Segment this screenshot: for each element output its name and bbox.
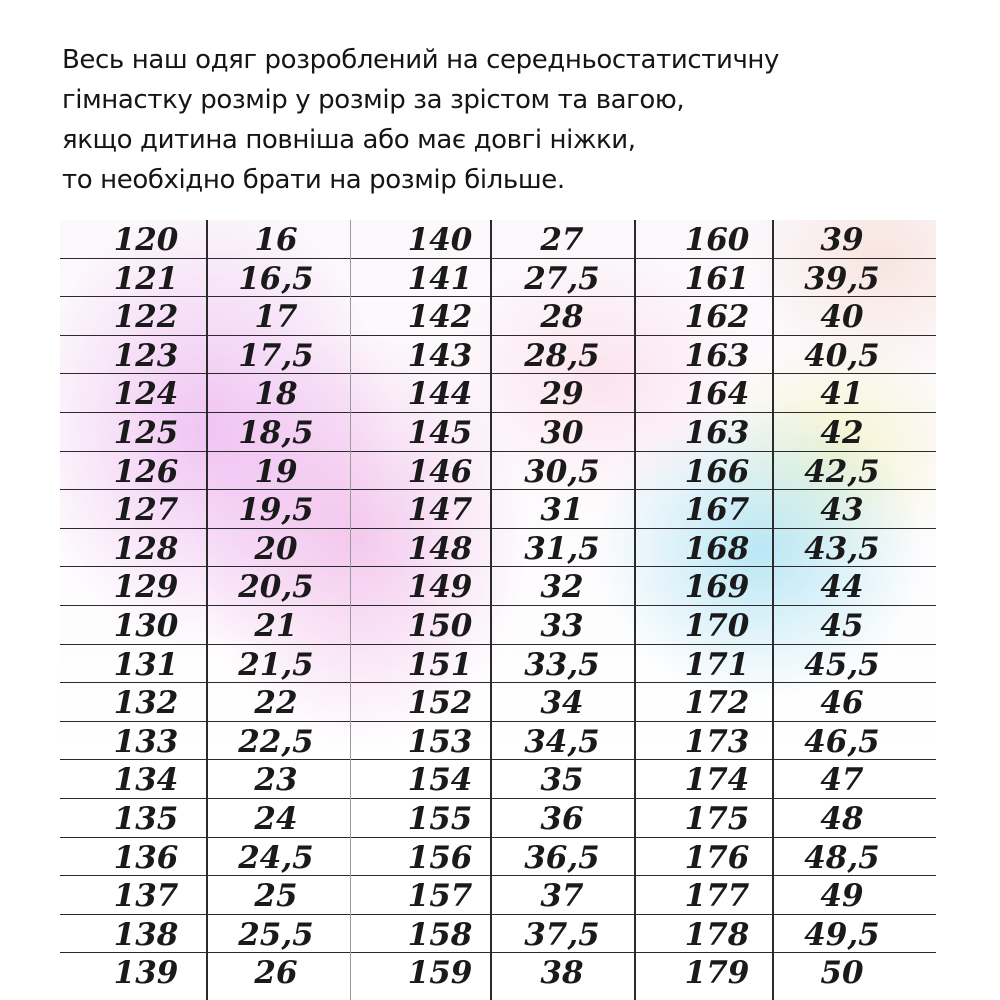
size-cell: 30,5 <box>524 453 600 490</box>
size-cell: 16,5 <box>238 260 314 297</box>
table-row <box>60 953 936 992</box>
height-cell: 145 <box>407 414 473 451</box>
table-row <box>60 915 936 954</box>
height-cell: 164 <box>684 376 750 413</box>
size-cell: 37,5 <box>524 916 600 953</box>
size-cell: 19 <box>254 453 298 490</box>
height-cell: 131 <box>113 646 179 683</box>
height-cell: 154 <box>407 762 473 799</box>
table-row <box>60 529 936 568</box>
table-row <box>60 336 936 375</box>
size-cell: 22 <box>254 685 298 722</box>
size-cell: 19,5 <box>238 492 314 529</box>
height-cell: 167 <box>684 492 750 529</box>
size-cell: 29 <box>540 376 584 413</box>
table-row <box>60 259 936 298</box>
size-cell: 38 <box>540 955 584 992</box>
height-cell: 130 <box>113 607 179 644</box>
size-cell: 37 <box>540 878 584 915</box>
size-cell: 33 <box>540 607 584 644</box>
size-cell: 30 <box>540 414 584 451</box>
size-cell: 48 <box>820 800 864 837</box>
height-cell: 139 <box>113 955 179 992</box>
height-cell: 172 <box>684 685 750 722</box>
size-cell: 41 <box>820 376 864 413</box>
height-cell: 128 <box>113 530 179 567</box>
table-row <box>60 567 936 606</box>
size-cell: 26 <box>254 955 298 992</box>
height-cell: 173 <box>684 723 750 760</box>
column-divider <box>634 220 636 1000</box>
table-row <box>60 374 936 413</box>
height-cell: 163 <box>684 337 750 374</box>
height-cell: 178 <box>684 916 750 953</box>
size-cell: 18 <box>254 376 298 413</box>
table-row <box>60 838 936 877</box>
size-cell: 22,5 <box>238 723 314 760</box>
table-row <box>60 760 936 799</box>
height-cell: 156 <box>407 839 473 876</box>
size-cell: 39,5 <box>804 260 880 297</box>
size-cell: 18,5 <box>238 414 314 451</box>
table-row <box>60 876 936 915</box>
height-cell: 159 <box>407 955 473 992</box>
size-cell: 35 <box>540 762 584 799</box>
height-cell: 149 <box>407 569 473 606</box>
height-cell: 144 <box>407 376 473 413</box>
intro-text <box>62 40 962 200</box>
height-cell: 142 <box>407 299 473 336</box>
size-cell: 40,5 <box>804 337 880 374</box>
height-cell: 140 <box>407 222 473 258</box>
intro-line: гімнастку розмір у розмір за зрістом та вагою, <box>62 85 685 115</box>
height-cell: 170 <box>684 607 750 644</box>
table-row <box>60 413 936 452</box>
table-row <box>60 799 936 838</box>
size-cell: 45 <box>820 607 864 644</box>
size-cell: 27,5 <box>524 260 600 297</box>
height-cell: 133 <box>113 723 179 760</box>
height-cell: 179 <box>684 955 750 992</box>
size-cell: 45,5 <box>804 646 880 683</box>
table-row <box>60 490 936 529</box>
size-table <box>60 220 936 1000</box>
height-cell: 157 <box>407 878 473 915</box>
height-cell: 158 <box>407 916 473 953</box>
size-cell: 21,5 <box>238 646 314 683</box>
size-cell: 16 <box>254 222 298 258</box>
size-cell: 50 <box>820 955 864 992</box>
height-cell: 135 <box>113 800 179 837</box>
height-cell: 146 <box>407 453 473 490</box>
column-divider <box>490 220 492 1000</box>
size-cell: 43 <box>820 492 864 529</box>
height-cell: 122 <box>113 299 179 336</box>
height-cell: 148 <box>407 530 473 567</box>
table-row <box>60 452 936 491</box>
size-cell: 47 <box>820 762 864 799</box>
height-cell: 171 <box>684 646 750 683</box>
height-cell: 153 <box>407 723 473 760</box>
size-cell: 32 <box>540 569 584 606</box>
height-cell: 150 <box>407 607 473 644</box>
height-cell: 129 <box>113 569 179 606</box>
height-cell: 160 <box>684 222 750 258</box>
height-cell: 136 <box>113 839 179 876</box>
height-cell: 147 <box>407 492 473 529</box>
size-cell: 49 <box>820 878 864 915</box>
size-cell: 20 <box>254 530 298 567</box>
height-cell: 121 <box>113 260 179 297</box>
height-cell: 152 <box>407 685 473 722</box>
size-cell: 17 <box>254 299 298 336</box>
size-cell: 24 <box>254 800 298 837</box>
height-cell: 163 <box>684 414 750 451</box>
size-cell: 25,5 <box>238 916 314 953</box>
size-cell: 20,5 <box>238 569 314 606</box>
column-divider <box>206 220 208 1000</box>
size-cell: 36 <box>540 800 584 837</box>
height-cell: 120 <box>113 222 179 258</box>
size-cell: 28,5 <box>524 337 600 374</box>
height-cell: 127 <box>113 492 179 529</box>
table-row <box>60 722 936 761</box>
size-cell: 33,5 <box>524 646 600 683</box>
height-cell: 175 <box>684 800 750 837</box>
size-cell: 39 <box>820 222 864 258</box>
size-cell: 42,5 <box>804 453 880 490</box>
height-cell: 132 <box>113 685 179 722</box>
column-divider <box>772 220 774 1000</box>
size-cell: 42 <box>820 414 864 451</box>
height-cell: 137 <box>113 878 179 915</box>
intro-line: Весь наш одяг розроблений на середньостатистичну <box>62 45 780 75</box>
height-cell: 134 <box>113 762 179 799</box>
size-cell: 40 <box>820 299 864 336</box>
height-cell: 143 <box>407 337 473 374</box>
table-row <box>60 645 936 684</box>
size-cell: 27 <box>540 222 584 258</box>
table-row <box>60 220 936 259</box>
size-cell: 31 <box>540 492 584 529</box>
height-cell: 168 <box>684 530 750 567</box>
height-cell: 161 <box>684 260 750 297</box>
size-cell: 36,5 <box>524 839 600 876</box>
intro-line: якщо дитина повніша або має довгі ніжки, <box>62 125 636 155</box>
intro-line: то необхідно брати на розмір більше. <box>62 165 565 195</box>
size-cell: 34,5 <box>524 723 600 760</box>
size-cell: 34 <box>540 685 584 722</box>
height-cell: 176 <box>684 839 750 876</box>
size-cell: 44 <box>820 569 864 606</box>
size-table-rows <box>60 220 936 992</box>
size-cell: 24,5 <box>238 839 314 876</box>
height-cell: 125 <box>113 414 179 451</box>
size-cell: 46 <box>820 685 864 722</box>
size-cell: 25 <box>254 878 298 915</box>
height-cell: 162 <box>684 299 750 336</box>
height-cell: 166 <box>684 453 750 490</box>
height-cell: 155 <box>407 800 473 837</box>
height-cell: 126 <box>113 453 179 490</box>
height-cell: 174 <box>684 762 750 799</box>
table-row <box>60 606 936 645</box>
size-cell: 49,5 <box>804 916 880 953</box>
table-row <box>60 297 936 336</box>
height-cell: 138 <box>113 916 179 953</box>
size-cell: 23 <box>254 762 298 799</box>
size-cell: 46,5 <box>804 723 880 760</box>
size-cell: 43,5 <box>804 530 880 567</box>
size-cell: 28 <box>540 299 584 336</box>
size-cell: 21 <box>254 607 298 644</box>
height-cell: 177 <box>684 878 750 915</box>
height-cell: 124 <box>113 376 179 413</box>
table-row <box>60 683 936 722</box>
size-cell: 17,5 <box>238 337 314 374</box>
size-cell: 31,5 <box>524 530 600 567</box>
column-divider <box>350 220 351 1000</box>
height-cell: 151 <box>407 646 473 683</box>
size-cell: 48,5 <box>804 839 880 876</box>
height-cell: 123 <box>113 337 179 374</box>
height-cell: 141 <box>407 260 473 297</box>
height-cell: 169 <box>684 569 750 606</box>
